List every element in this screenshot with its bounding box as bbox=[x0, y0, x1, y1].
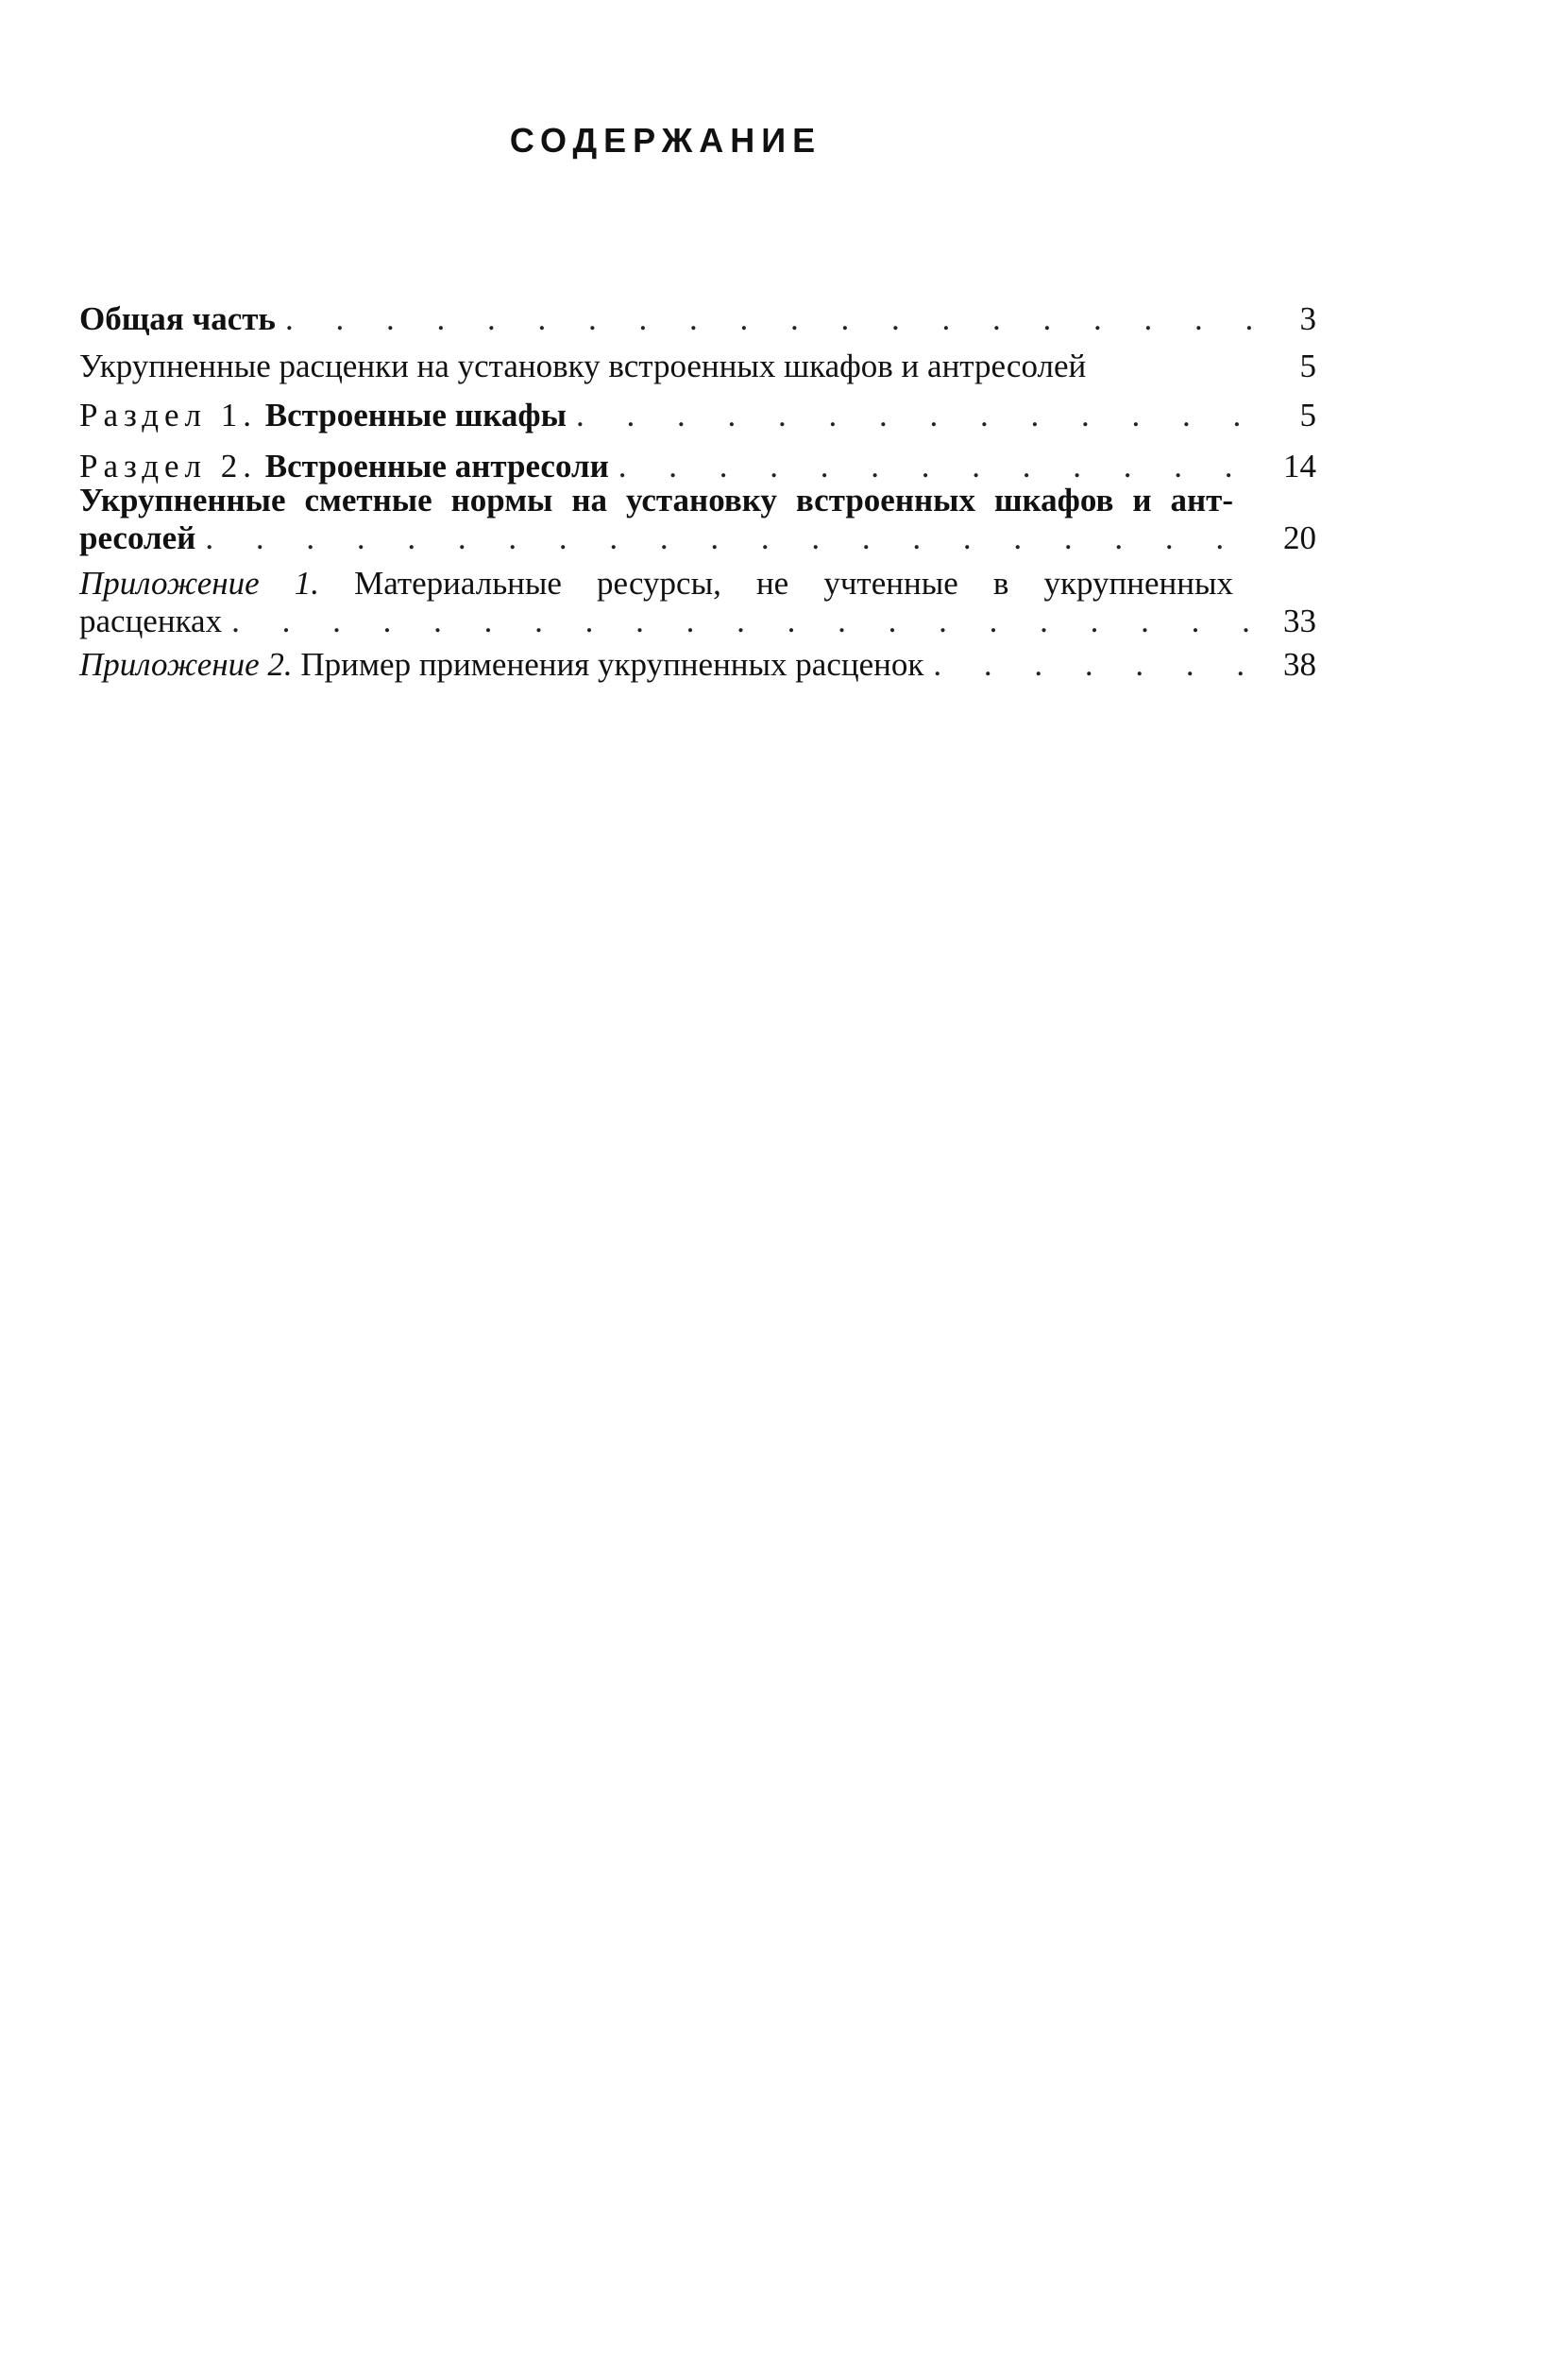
toc-entry-prefix: Раздел 1. bbox=[79, 397, 258, 434]
toc-entry-title-line-2: расценках bbox=[79, 603, 223, 639]
toc-entry-appendix-1[interactable] bbox=[79, 565, 1316, 640]
toc-entry-enlarged-rates[interactable] bbox=[79, 348, 1316, 385]
dot-leader bbox=[618, 448, 1252, 485]
toc-entry-section-2[interactable] bbox=[79, 448, 1316, 485]
toc-entry-title: Встроенные антресоли bbox=[264, 448, 609, 484]
toc-entry-appendix-2[interactable] bbox=[79, 646, 1316, 684]
toc-page-number: 14 bbox=[1283, 448, 1316, 484]
toc-entry-prefix: Приложение 2. bbox=[79, 646, 293, 683]
toc-entry-enlarged-norms[interactable] bbox=[79, 482, 1316, 557]
dot-leader bbox=[231, 603, 1252, 640]
toc-page-number: 20 bbox=[1283, 519, 1316, 556]
toc-page-number: 33 bbox=[1283, 603, 1316, 639]
toc-entry-title: Общая часть bbox=[79, 300, 276, 337]
toc-entry-title-line-1: Материальные ресурсы, не учтенные в укрупненных bbox=[354, 565, 1234, 602]
toc-entry-prefix: Раздел 2. bbox=[79, 448, 258, 484]
dot-leader bbox=[285, 300, 1252, 338]
toc-entry-title-line-2: ресолей bbox=[79, 519, 196, 556]
dot-leader bbox=[205, 519, 1252, 557]
toc-page-number: 5 bbox=[1299, 397, 1316, 434]
toc-entry-title: Встроенные шкафы bbox=[264, 397, 567, 434]
page-title: СОДЕРЖАНИЕ bbox=[509, 121, 822, 160]
toc-entry-title: Пример применения укрупненных расценок bbox=[300, 646, 924, 683]
toc-entry-prefix: Приложение 1. bbox=[79, 565, 319, 602]
dot-leader bbox=[576, 397, 1252, 434]
toc-entry-section-1[interactable] bbox=[79, 397, 1316, 434]
toc-entry-general[interactable] bbox=[79, 300, 1316, 338]
toc-entry-title-line-1: Укрупненные сметные нормы на установку встроенных шкафов и ант- bbox=[79, 482, 1233, 518]
toc-page-number: 38 bbox=[1283, 646, 1316, 683]
dot-leader bbox=[933, 646, 1252, 684]
toc-entry-title: Укрупненные расценки на установку встроенных шкафов и антресолей bbox=[79, 348, 1087, 384]
toc-page-number: 5 bbox=[1299, 348, 1316, 384]
toc-page-number: 3 bbox=[1299, 300, 1316, 337]
